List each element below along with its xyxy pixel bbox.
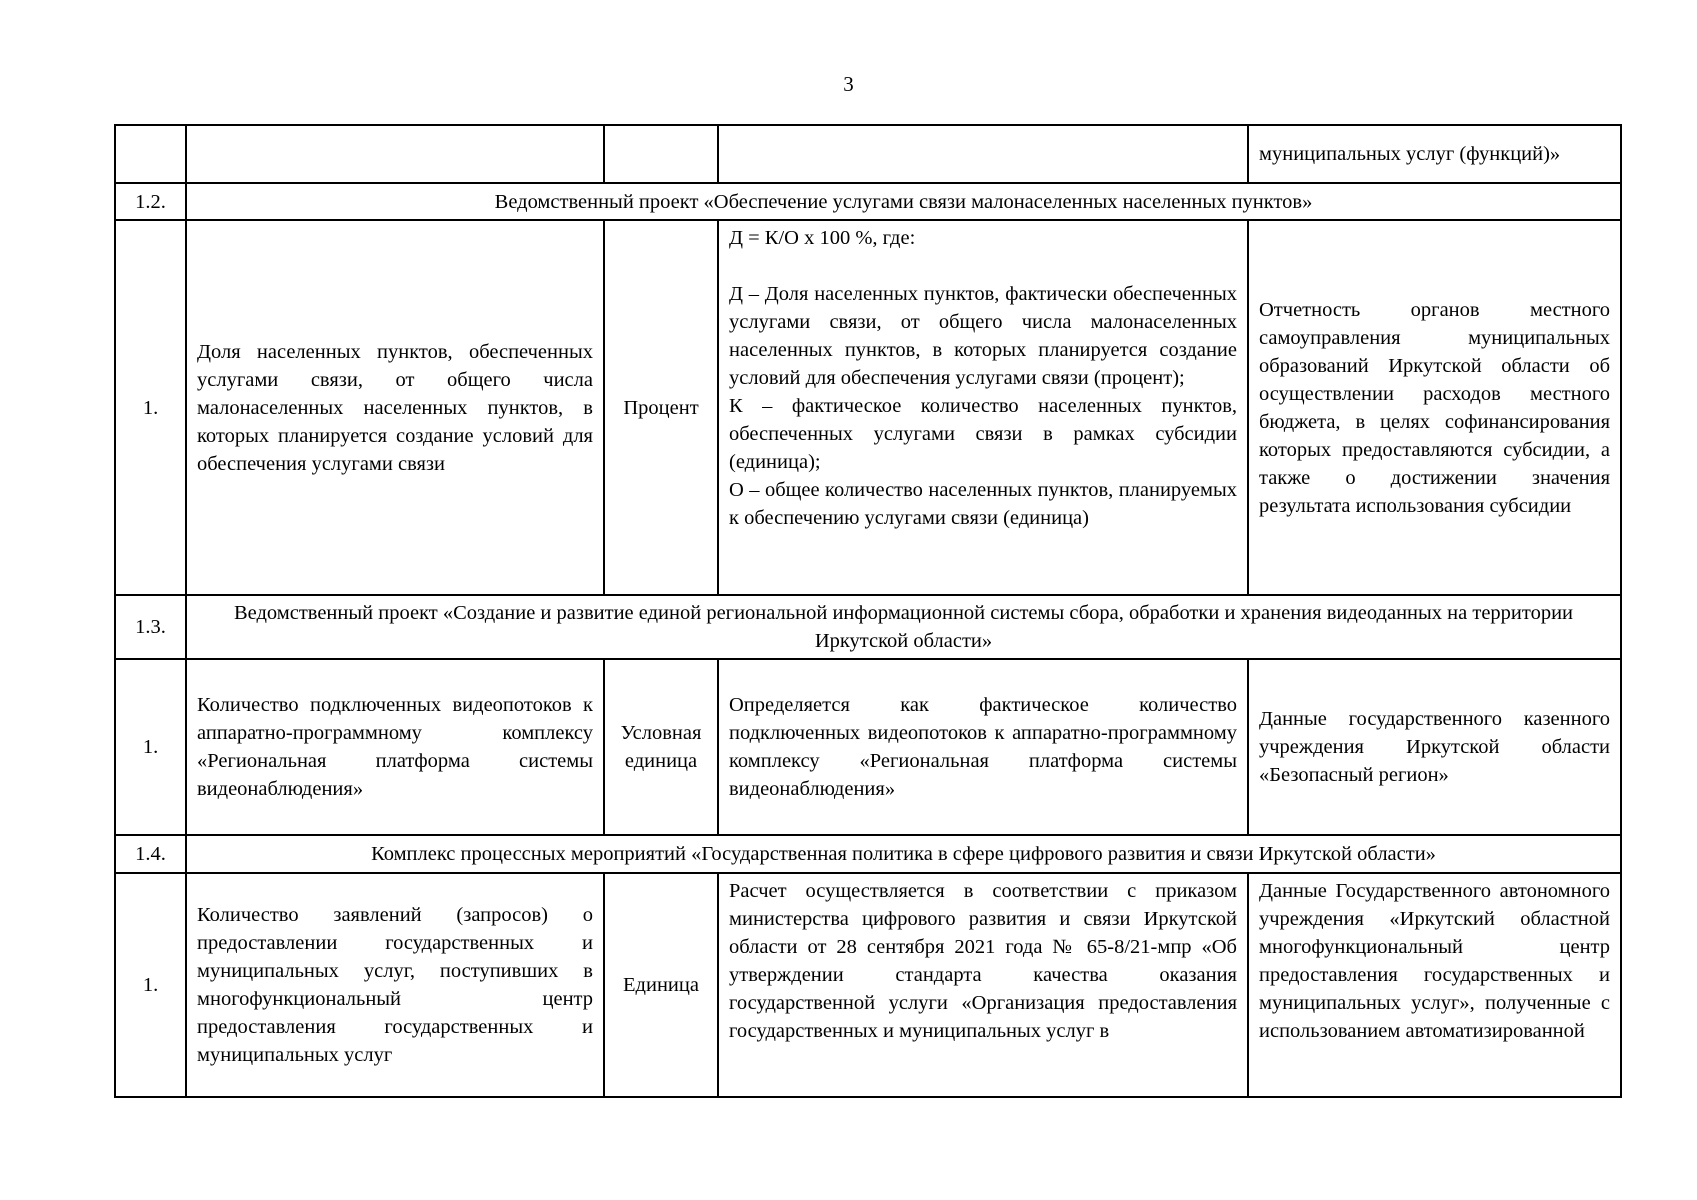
formula-d-definition: Д – Доля населенных пунктов, фактически обеспеченных услугами связи, от общего числа малонаселенных населенных пунктов, в которых планируется создание условий для обеспечения услугами связи (процент); [729,283,1237,389]
unit-of-measure: Процент [604,220,718,595]
cell-unit [604,125,718,183]
formula: Д = К/О х 100 %, где: [729,227,916,249]
unit-of-measure: Условная единица [604,659,718,835]
section-title: Ведомственный проект «Создание и развитие единой региональной информационной системы сбора, обработки и хранения видеоданных на территории Иркутской области» [186,595,1621,659]
data-source: Данные государственного казенного учреждения Иркутской области «Безопасный регион» [1248,659,1621,835]
table-row [115,659,1621,835]
cell-method [718,125,1248,183]
formula-o-definition: О – общее количество населенных пунктов, планируемых к обеспечению услугами связи (единица) [729,479,1237,529]
section-number: 1.2. [115,183,186,220]
row-number: 1. [115,873,186,1097]
table-row [115,220,1621,595]
indicator-name: Доля населенных пунктов, обеспеченных услугами связи, от общего числа малонаселенных населенных пунктов, в которых планируется создание условий для обеспечения услугами связи [186,220,604,595]
indicator-name: Количество подключенных видеопотоков к аппаратно-программному комплексу «Региональная платформа системы видеонаблюдения» [186,659,604,835]
section-title: Ведомственный проект «Обеспечение услугами связи малонаселенных населенных пунктов» [186,183,1621,220]
page-number: 3 [843,72,854,96]
formula-k-definition: К – фактическое количество населенных пунктов, обеспеченных услугами связи в рамках субсидии (единица); [729,395,1237,473]
row-number: 1. [115,659,186,835]
calculation-method: Определяется как фактическое количество подключенных видеопотоков к аппаратно-программному комплексу «Региональная платформа системы видеонаблюдения» [718,659,1248,835]
section-header-row [115,183,1621,220]
section-header-row [115,595,1621,659]
calculation-method: Расчет осуществляется в соответствии с приказом министерства цифрового развития и связи Иркутской области от 28 сентября 2021 года № 65-8/21-мпр «Об утверждении стандарта качества оказания государственной услуги «Организация предоставления государственных и муниципальных услуг в [718,873,1248,1097]
section-title: Комплекс процессных мероприятий «Государственная политика в сфере цифрового развития и связи Иркутской области» [186,835,1621,873]
cell-num [115,125,186,183]
calculation-method [718,220,1248,595]
row-number: 1. [115,220,186,595]
table-row-continuation [115,125,1621,183]
data-source: Отчетность органов местного самоуправления муниципальных образований Иркутской области об осуществлении расходов местного бюджета, в целях софинансирования которых предоставляются субсидии, а также о достижении значения результата использования субсидии [1248,220,1621,595]
table-row [115,873,1621,1097]
section-number: 1.3. [115,595,186,659]
section-header-row [115,835,1621,873]
indicator-name: Количество заявлений (запросов) о предоставлении государственных и муниципальных услуг, поступивших в многофункциональный центр предоставления государственных и муниципальных услуг [186,873,604,1097]
cell-source: муниципальных услуг (функций)» [1248,125,1621,183]
section-number: 1.4. [115,835,186,873]
unit-of-measure: Единица [604,873,718,1097]
indicators-table [114,124,1622,1098]
cell-indicator [186,125,604,183]
data-source: Данные Государственного автономного учреждения «Иркутский областной многофункциональный центр предоставления государственных и муниципальных услуг», полученные с использованием автоматизированной [1248,873,1621,1097]
